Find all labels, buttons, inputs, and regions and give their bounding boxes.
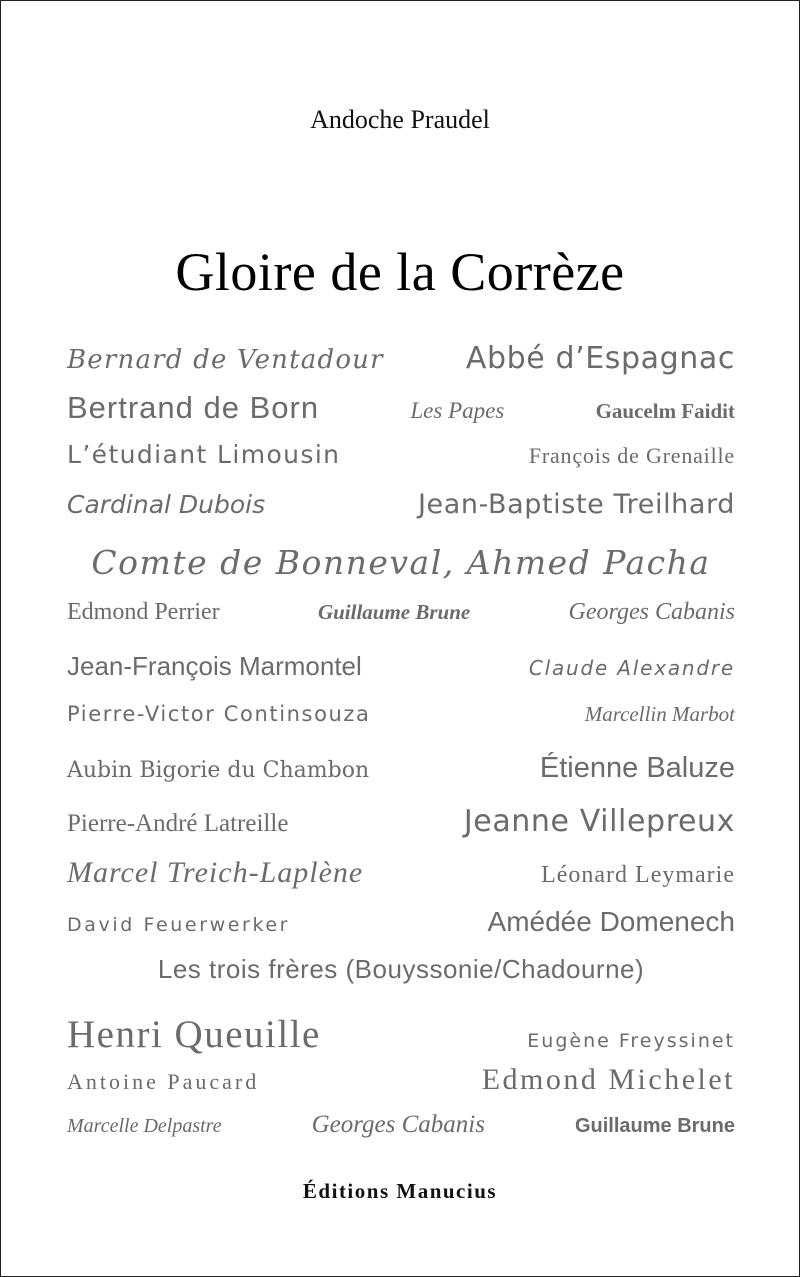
names-line-4 bbox=[67, 489, 735, 543]
name-text: Les Papes bbox=[410, 398, 505, 423]
names-line-15 bbox=[67, 1063, 735, 1111]
name-text: Marcelle Delpastre bbox=[67, 1115, 222, 1137]
names-line-3 bbox=[67, 440, 735, 489]
name-text: Edmond Perrier bbox=[67, 599, 220, 625]
name-text: Jean-François Marmontel bbox=[67, 651, 362, 681]
name-text: Jean-Baptiste Treilhard bbox=[417, 489, 735, 520]
name-text: Les trois frères (Bouyssonie/Chadourne) bbox=[157, 954, 645, 984]
name-text: Bernard de Ventadour bbox=[67, 345, 384, 375]
book-title: Gloire de la Corrèze bbox=[175, 242, 625, 302]
name-text: Amédée Domenech bbox=[487, 906, 735, 937]
name-text: Pierre-André Latreille bbox=[67, 810, 289, 837]
publisher-name: Éditions Manucius bbox=[302, 1179, 498, 1203]
names-line-6 bbox=[67, 599, 735, 651]
name-text: Marcel Treich-Laplène bbox=[67, 856, 364, 889]
name-text: Guillaume Brune bbox=[574, 1115, 735, 1137]
name-text: Aubin Bigorie du Chambon bbox=[67, 758, 370, 783]
name-text: L’étudiant Limousin bbox=[67, 440, 341, 469]
name-text: Abbé d’Espagnac bbox=[465, 341, 735, 376]
names-line-9 bbox=[67, 752, 735, 804]
name-text: Henri Queuille bbox=[67, 1013, 321, 1056]
name-text: Bertrand de Born bbox=[67, 390, 320, 425]
name-text: Étienne Baluze bbox=[539, 752, 735, 784]
names-line-12 bbox=[67, 906, 735, 954]
names-line-14 bbox=[67, 1012, 735, 1063]
name-text: David Feuerwerker bbox=[67, 914, 291, 936]
names-line-8 bbox=[67, 702, 735, 752]
name-text: Antoine Paucard bbox=[67, 1069, 260, 1094]
name-text: Guillaume Brune bbox=[317, 600, 471, 624]
name-text: Comte de Bonneval, Ahmed Pacha bbox=[91, 543, 711, 582]
name-text: Claude Alexandre bbox=[528, 656, 735, 680]
name-text: Georges Cabanis bbox=[568, 599, 735, 625]
names-line-11 bbox=[67, 856, 735, 906]
name-text: Edmond Michelet bbox=[481, 1063, 735, 1096]
author-name: Andoche Praudel bbox=[310, 105, 490, 134]
name-text: Pierre-Victor Continsouza bbox=[67, 702, 371, 726]
names-line-16 bbox=[67, 1111, 735, 1151]
names-line-1 bbox=[67, 341, 735, 390]
names-line-5 bbox=[67, 543, 735, 599]
name-text: Marcellin Marbot bbox=[584, 702, 735, 726]
name-text: Georges Cabanis bbox=[311, 1111, 485, 1138]
names-line-13 bbox=[67, 954, 735, 1012]
name-text: Eugène Freyssinet bbox=[527, 1030, 735, 1052]
names-line-7 bbox=[67, 651, 735, 702]
names-line-10 bbox=[67, 804, 735, 856]
name-text: François de Grenaille bbox=[528, 443, 735, 468]
name-text: Cardinal Dubois bbox=[67, 490, 266, 519]
names-line-2 bbox=[67, 390, 735, 440]
name-text: Jeanne Villepreux bbox=[463, 804, 735, 839]
names-list bbox=[67, 341, 735, 1151]
name-text: Gaucelm Faidit bbox=[595, 399, 735, 423]
name-text: Léonard Leymarie bbox=[541, 862, 735, 888]
